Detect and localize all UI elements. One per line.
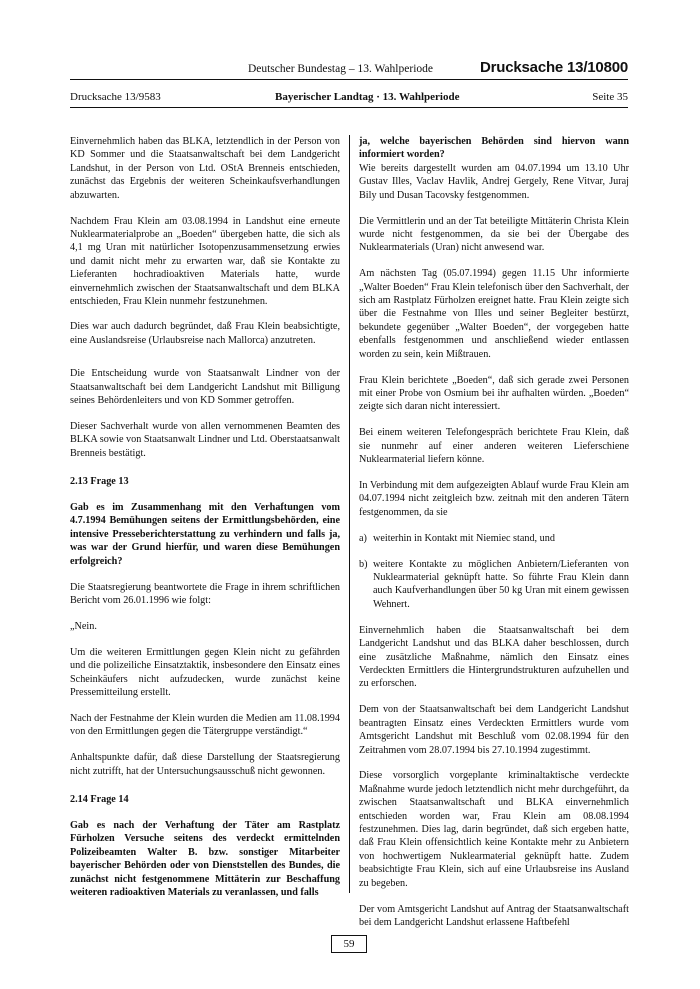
list-marker: b) (359, 558, 368, 570)
paragraph: Frau Klein berichtete „Boeden“, daß sich gerade zwei Personen mit einer Probe von Osmium bei ihr aufhalten würden. „Boeden“ zeigte sich daran nicht interessiert. (359, 374, 629, 413)
left-column (70, 135, 340, 898)
paragraph: Dies war auch dadurch begründet, daß Frau Klein beabsichtigte, eine Auslandsreise (Urlaubsreise nach Mallorca) anzutreten. (70, 321, 340, 346)
section-heading: 2.14 Frage 14 (70, 794, 129, 806)
page-label: Seite 35 (592, 91, 628, 103)
drucksache-number: Drucksache 13/10800 (480, 59, 628, 76)
paragraph: Bei einem weiteren Telefongespräch berichtete Frau Klein, daß sie nunmehr auf einer anderen weiteren Lieferschiene Nuklearmaterial liefern könne. (359, 427, 629, 466)
paragraph: Die Staatsregierung beantwortete die Frage in ihrem schriftlichen Bericht vom 26.01.1996 wie folgt: (70, 581, 340, 606)
paragraph: Nach der Festnahme der Klein wurden die Medien am 11.08.1994 von den Ermittlungen gegen die Tätergruppe verständigt.“ (70, 712, 340, 738)
paragraph: Wie bereits dargestellt wurden am 04.07.1994 um 13.10 Uhr Gustav Illes, Vaclav Havlik, Andrej Gergely, Rene Vitvar, Juraj Bily und Dusan Tacovsky festgenommen. (359, 162, 629, 201)
paragraph: Einvernehmlich haben das BLKA, letztendlich in der Person von KD Sommer und die Staatsanwaltschaft bei dem Landgericht Landshut, in der Person von Ltd. OStA Brenneis entschieden, zunächst das Ergebnis der weiteren Scheinkaufsverhandlungen abzuwarten. (70, 136, 340, 201)
question-text: Gab es nach der Verhaftung der Täter am Rastplatz Fürholzen Versuche seitens des verdeckt ermittelnden Polizeibeamten Walter B. bzw. sonstiger Mitarbeiter bayerischer Behörden oder von Dienststellen des Bundes, die zunächst nicht festgenommene Mittäterin zur Beschaffung weiteren radioaktiven Materials zu veranlassen, und falls (70, 819, 340, 898)
question-text: ja, welche bayerischen Behörden sind hiervon wann informiert worden? (359, 136, 629, 161)
paragraph: Am nächsten Tag (05.07.1994) gegen 11.15 Uhr informierte „Walter Boeden“ Frau Klein telefonisch über den Sachverhalt, der sich am Rastplatz Fürholzen ereignet hatte. Frau Klein zeigte sich über die Festnahme von Illes und seiner Begleiter bestürzt, bekundete gegenüber „Walter Boeden“, der vorgegeben hatte ebenfalls festgenommen und anschließend wieder entlassen worden zu sein, kein Mißtrauen. (359, 268, 629, 360)
landtag-drucksache: Drucksache 13/9583 (70, 91, 161, 103)
bundestag-label: Deutscher Bundestag – 13. Wahlperiode (247, 63, 433, 75)
right-column (359, 135, 629, 928)
list-item (359, 558, 629, 612)
page-number: 59 (331, 935, 367, 953)
list-item (359, 532, 629, 545)
bundestag-header (70, 59, 628, 80)
paragraph: „Nein. (70, 620, 97, 632)
paragraph: Die Vermittlerin und an der Tat beteiligte Mittäterin Christa Klein wurde nicht festgenommen, da sie bei der Übergabe des Nuklearmaterials (Uran) nicht anwesend war. (359, 215, 629, 254)
list-item-text: weiterhin in Kontakt mit Niemiec stand, und (373, 532, 555, 544)
list-marker: a) (359, 532, 367, 544)
landtag-header (70, 91, 628, 108)
question-text: Gab es im Zusammenhang mit den Verhaftungen vom 4.7.1994 Bemühungen seitens der Ermittlungsbehörden, eine intensive Presseberichterstattung zu verhindern und falls ja, was war der Grund hierfür, und waren diese Bemühungen erfolgreich? (70, 502, 340, 567)
section-heading: 2.13 Frage 13 (70, 476, 129, 488)
paragraph: Der vom Amtsgericht Landshut auf Antrag der Staatsanwaltschaft bei dem Landgericht Landshut erlassene Haftbefehl (359, 903, 629, 928)
paragraph: Einvernehmlich haben die Staatsanwaltschaft bei dem Landgericht Landshut und das BLKA daher beschlossen, durch eine zusätzliche Maßnahme, nämlich den Einsatz eines Verdeckten Ermittlers die Hintergrundstrukturen aufzuhellen und zu erforschen. (359, 624, 629, 690)
paragraph: Anhaltspunkte dafür, daß diese Darstellung der Staatsregierung nicht zutrifft, hat der Untersuchungsausschuß nicht gewonnen. (70, 752, 340, 777)
paragraph: In Verbindung mit dem aufgezeigten Ablauf wurde Frau Klein am 04.07.1994 nicht zeitgleich bzw. zeitnah mit den anderen Tätern festgenommen, da sie (359, 480, 629, 518)
paragraph: Dieser Sachverhalt wurde von allen vernommenen Beamten des BLKA sowie von Staatsanwalt Lindner und Ltd. Oberstaatsanwalt Brenneis bestätigt. (70, 420, 340, 459)
list-item-text: weitere Kontakte zu möglichen Anbietern/Lieferanten von Nuklearmaterial geknüpft hatte. So führte Frau Klein dann auch Kaufverhandlungen über 50 kg Uran mit einem gewissen Wehnert. (373, 558, 629, 610)
paragraph: Diese vorsorglich vorgeplante kriminaltaktische verdeckte Maßnahme wurde jedoch letztendlich nicht mehr durchgeführt, da zwischen Staatsanwaltschaft und BLKA einvernehmlich entschieden worden war, Frau Klein am 08.08.1994 festzunehmen. Dies lag, darin begründet, daß sich ergeben hatte, daß Frau Klein offensichtlich keine Kontakte mehr zu Anbietern von hochwertigem Nuklearmaterial geknüpft hatte. Zudem beabsichtigte Frau Klein, sich auf eine Urlaubsreise ins Ausland zu begeben. (359, 770, 629, 889)
landtag-title: Bayerischer Landtag · 13. Wahlperiode (275, 91, 460, 103)
paragraph: Dem von der Staatsanwaltschaft bei dem Landgericht Landshut beantragten Einsatz eines Verdeckten Ermittlers wurde vom Amtsgericht Landshut mit Beschluß vom 02.08.1994 für den Zeitrahmen vom 28.07.1994 bis 27.10.1994 zugestimmt. (359, 704, 629, 756)
paragraph: Die Entscheidung wurde von Staatsanwalt Lindner von der Staatsanwaltschaft bei dem Landgericht Landshut mit Billigung seines Behördenleiters und von KD Sommer getroffen. (70, 368, 340, 406)
paragraph: Nachdem Frau Klein am 03.08.1994 in Landshut eine erneute Nuklearmaterialprobe an „Boeden“ übergeben hatte, die sich als 4,1 mg Uran mit natürlicher Isotopenzusammensetzung erwies und damit nicht mehr zu erwarten war, daß sie Kontakte zu Lieferanten hochradioaktiven Materials hatte, wurde einvernehmlich zwischen der Staatsanwaltschaft und dem BLKA entschieden, Frau Klein nunmehr festzunehmen. (70, 215, 340, 307)
column-divider (349, 135, 350, 893)
paragraph: Um die weiteren Ermittlungen gegen Klein nicht zu gefährden und die polizeiliche Einsatztaktik, insbesondere den Einsatz eines Scheinkäufers nicht aufzudecken, wurde zunächst keine Pressemitteilung erstellt. (70, 646, 340, 698)
